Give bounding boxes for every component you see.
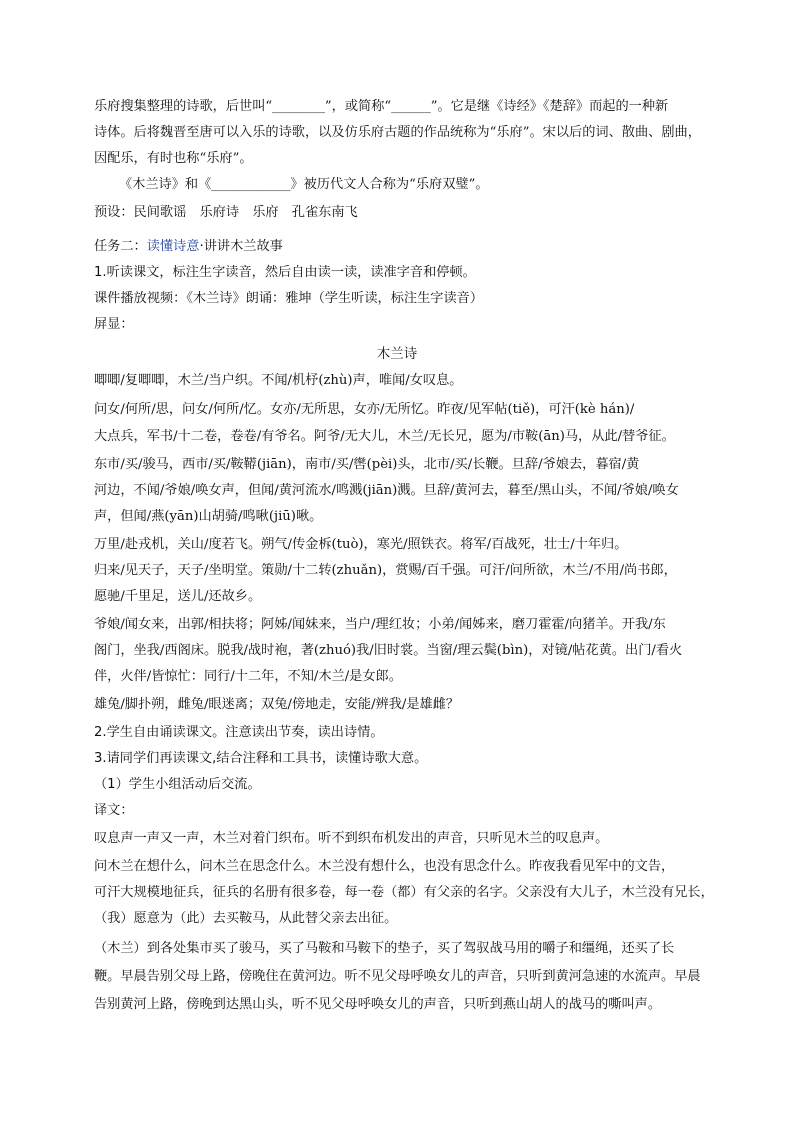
translation-line: （木兰）到各处集市买了骏马，买了马鞍和马鞍下的垫子，买了驾驭战马用的嚼子和缰绳，还买了长 <box>94 941 675 956</box>
intro-line-2: 诗体。后将魏晋至唐可以入乐的诗歌，以及仿乐府古题的作品统称为“乐府”。宋以后的词、散曲、剧曲， <box>94 125 701 140</box>
poem-line: 爷娘/闻女来，出郭/相扶将；阿姊/闻妹来，当户/理红妆；小弟/闻姊来，磨刀霍霍/向猪羊。开我/东 <box>94 617 666 632</box>
poem-line: 唧唧/复唧唧，木兰/当户织。不闻/机杼(zhù)声，唯闻/女叹息。 <box>94 373 463 388</box>
poem-line: 雄兔/脚扑朔，雌兔/眼迷离；双兔/傍地走，安能/辨我/是雄雌？ <box>94 697 460 712</box>
step-video: 课件播放视频：《木兰诗》朗诵：雅坤（学生听读，标注生字读音） <box>94 291 484 306</box>
poem-title: 木兰诗 <box>376 346 418 362</box>
poem-line: 伴，火伴/皆惊忙：同行/十二年，不知/木兰/是女郎。 <box>94 669 402 684</box>
intro-line-1: 乐府搜集整理的诗歌，后世叫“________”，或简称“______”。它是继《诗经》《楚辞》而起的一种新 <box>94 99 669 114</box>
translation-line: 鞭。早晨告别父母上路，傍晚住在黄河边。听不见父母呼唤女儿的声音，只听到黄河急速的水流声。早晨 <box>94 969 701 984</box>
translation-line: 可汗大规模地征兵，征兵的名册有很多卷，每一卷（都）有父亲的名字。父亲没有大儿子，木兰没有兄长， <box>94 885 714 900</box>
translation-line: （我）愿意为（此）去买鞍马，从此替父亲去出征。 <box>94 911 398 926</box>
translation-line: 告别黄河上路，傍晚到达黑山头，听不见父母呼唤女儿的声音，只听到燕山胡人的战马的嘶叫声。 <box>94 997 662 1012</box>
step-1: 1.听读课文，标注生字读音，然后自由读一读，读准字音和停顿。 <box>94 265 476 280</box>
task-highlight: 读懂诗意 <box>146 239 200 254</box>
poem-line: 问女/何所/思，问女/何所/忆。女亦/无所思，女亦/无所忆。昨夜/见军帖(tiě)，可汗(kè hán)/ <box>94 402 635 417</box>
poem-line: 东市/买/骏马，西市/买/鞍鞯(jiān)，南市/买/辔(pèi)头，北市/买/长鞭。旦辞/爷娘去，暮宿/黄 <box>94 457 640 472</box>
poem-line: 归来/见天子，天子/坐明堂。策勋/十二转(zhuǎn)，赏赐/百千强。可汗/问所欲，木兰/不用/尚书郎， <box>94 563 677 578</box>
poem-line: 愿驰/千里足，送儿/还故乡。 <box>94 589 262 604</box>
task-prefix: 任务二： <box>94 239 147 254</box>
task-suffix: ·讲讲木兰故事 <box>199 239 283 254</box>
translation-line: 叹息声一声又一声，木兰对着门织布。听不到织布机发出的声音，只听见木兰的叹息声。 <box>94 831 609 846</box>
translation-line: 问木兰在想什么，问木兰在思念什么。木兰没有想什么，也没有思念什么。昨夜我看见军中的文告， <box>94 859 675 874</box>
step-3-1: （1）学生小组活动后交流。 <box>94 777 261 792</box>
preset-answers: 预设：民间歌谣 乐府诗 乐府 孔雀东南飞 <box>94 205 358 220</box>
translation-label: 译文： <box>94 803 134 818</box>
poem-line: 河边，不闻/爷娘/唤女声，但闻/黄河流水/鸣溅(jiān)溅。旦辞/黄河去，暮至/黑山头，不闻/爷娘/唤女 <box>94 483 679 498</box>
intro-line-4: 《木兰诗》和《____________》被历代文人合称为“乐府双璧”。 <box>119 177 489 192</box>
poem-line: 大点兵，军书/十二卷，卷卷/有爷名。阿爷/无大儿，木兰/无长兄，愿为/市鞍(ān)马，从此/替爷征。 <box>94 429 675 444</box>
poem-line: 阁门，坐我/西阁床。脱我/战时袍，著(zhuó)我/旧时裳。当窗/理云鬓(bìn)，对镜/帖花黄。出门/看火 <box>94 643 683 658</box>
step-screen: 屏显： <box>94 317 134 332</box>
step-3: 3.请同学们再读课文,结合注释和工具书，读懂诗歌大意。 <box>94 751 428 766</box>
task-heading <box>94 238 714 256</box>
step-2: 2.学生自由诵读课文。注意读出节奏，读出诗情。 <box>94 725 384 740</box>
poem-line: 声，但闻/燕(yān)山胡骑/鸣啾(jiū)啾。 <box>94 509 323 524</box>
poem-line: 万里/赴戎机，关山/度若飞。朔气/传金柝(tuò)，寒光/照铁衣。将军/百战死，壮士/十年归。 <box>94 537 628 552</box>
intro-line-3: 因配乐，有时也称“乐府”。 <box>94 151 253 166</box>
